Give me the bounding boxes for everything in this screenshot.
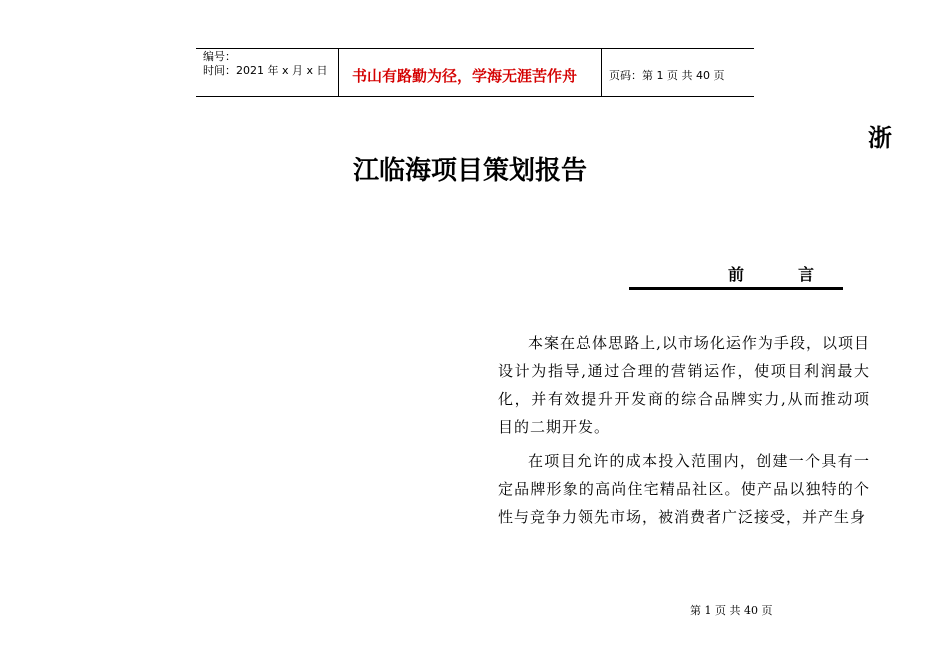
header-bottom-rule	[196, 96, 754, 97]
page-footer: 第 1 页 共 40 页	[690, 604, 773, 617]
preface-underline	[629, 287, 843, 290]
time-label: 时间：2021 年 x 月 x 日	[203, 64, 328, 77]
paragraph-1: 本案在总体思路上,以市场化运作为手段，以项目设计为指导,通过合理的营销运作，使项目利润最大化，并有效提升开发商的综合品牌实力,从而推动项目的二期开发。	[498, 334, 870, 436]
header-meta	[203, 50, 328, 78]
header-motto: 书山有路勤为径，学海无涯苦作舟	[352, 67, 578, 85]
body-text	[498, 329, 870, 537]
paragraph-2: 在项目允许的成本投入范围内，创建一个具有一定品牌形象的高尚住宅精品社区。使产品以独特的个性与竞争力领先市场，被消费者广泛接受，并产生身	[498, 452, 870, 526]
serial-label: 编号：	[203, 50, 236, 63]
preface-heading: 前言	[728, 265, 869, 284]
header-page-info: 页码：第 1 页 共 40 页	[609, 69, 725, 82]
corner-character: 浙	[868, 123, 892, 152]
header-divider-left	[338, 48, 339, 96]
document-title: 江临海项目策划报告	[353, 156, 588, 186]
header-top-rule	[196, 48, 754, 49]
header-divider-right	[601, 48, 602, 96]
